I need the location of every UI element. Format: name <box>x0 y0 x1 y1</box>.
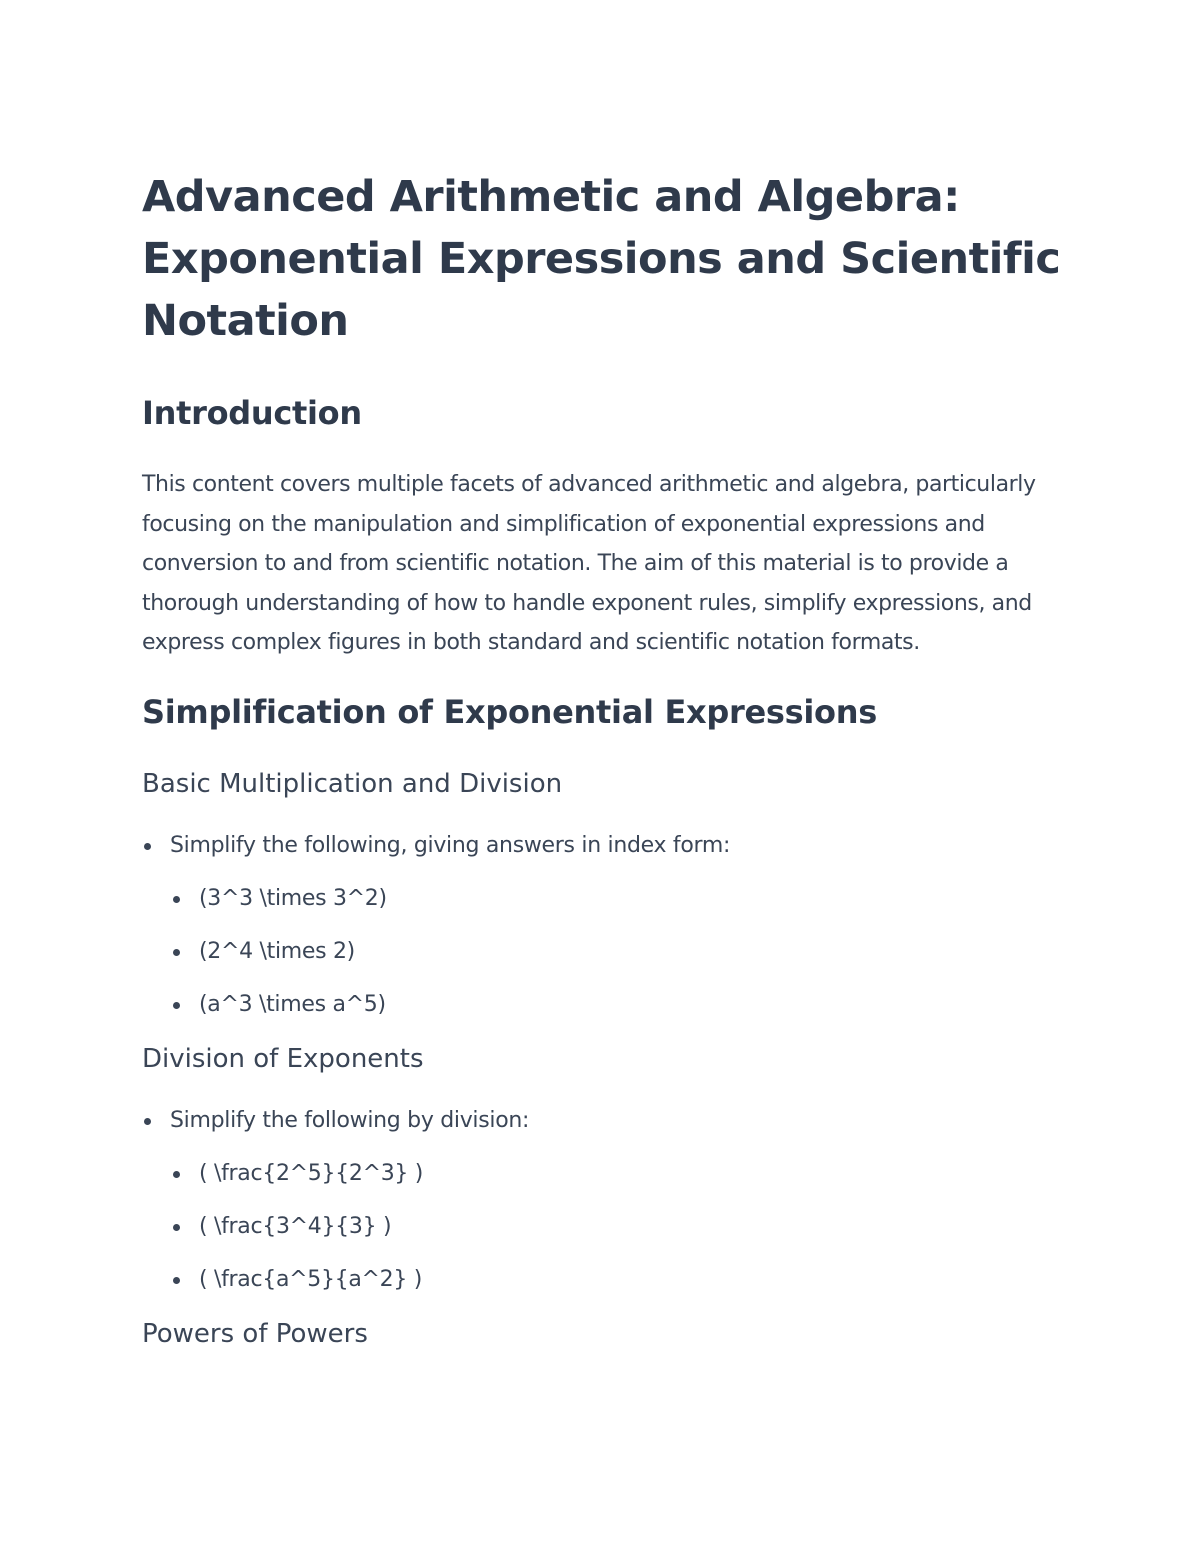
document-title: Advanced Arithmetic and Algebra: Exponential Expressions and Scientific Notation <box>142 172 1061 346</box>
list-item: ( \frac{a^5}{a^2} ) <box>142 1265 1072 1295</box>
list-item-prompt: Simplify the following by division: <box>142 1106 1072 1136</box>
list-item: (a^3 \times a^5) <box>142 990 1072 1020</box>
list-item: (2^4 \times 2) <box>142 937 1072 967</box>
section-heading-introduction: Introduction <box>142 394 362 432</box>
document-page <box>142 166 1072 1351</box>
list-item: (3^3 \times 3^2) <box>142 884 1072 914</box>
basic-exercise-list <box>142 831 1072 1020</box>
list-item: ( \frac{2^5}{2^3} ) <box>142 1159 1072 1189</box>
division-exercise-list <box>142 1106 1072 1295</box>
subsection-heading-basic: Basic Multiplication and Division <box>142 768 563 799</box>
list-item-prompt: Simplify the following, giving answers in index form: <box>142 831 1072 861</box>
list-item: ( \frac{3^4}{3} ) <box>142 1212 1072 1242</box>
section-heading-simplification: Simplification of Exponential Expressions <box>142 692 877 731</box>
subsection-heading-powers: Powers of Powers <box>142 1318 368 1349</box>
subsection-heading-division: Division of Exponents <box>142 1043 424 1074</box>
introduction-paragraph: This content covers multiple facets of advanced arithmetic and algebra, particularly focusing on the manipulation and simplification of exponential expressions and conversion to and from scientific notation. The aim of this material is to provide a thorough understanding of how to handle exponent rules, simplify expressions, and express complex figures in both standard and scientific notation formats. <box>142 472 1036 655</box>
